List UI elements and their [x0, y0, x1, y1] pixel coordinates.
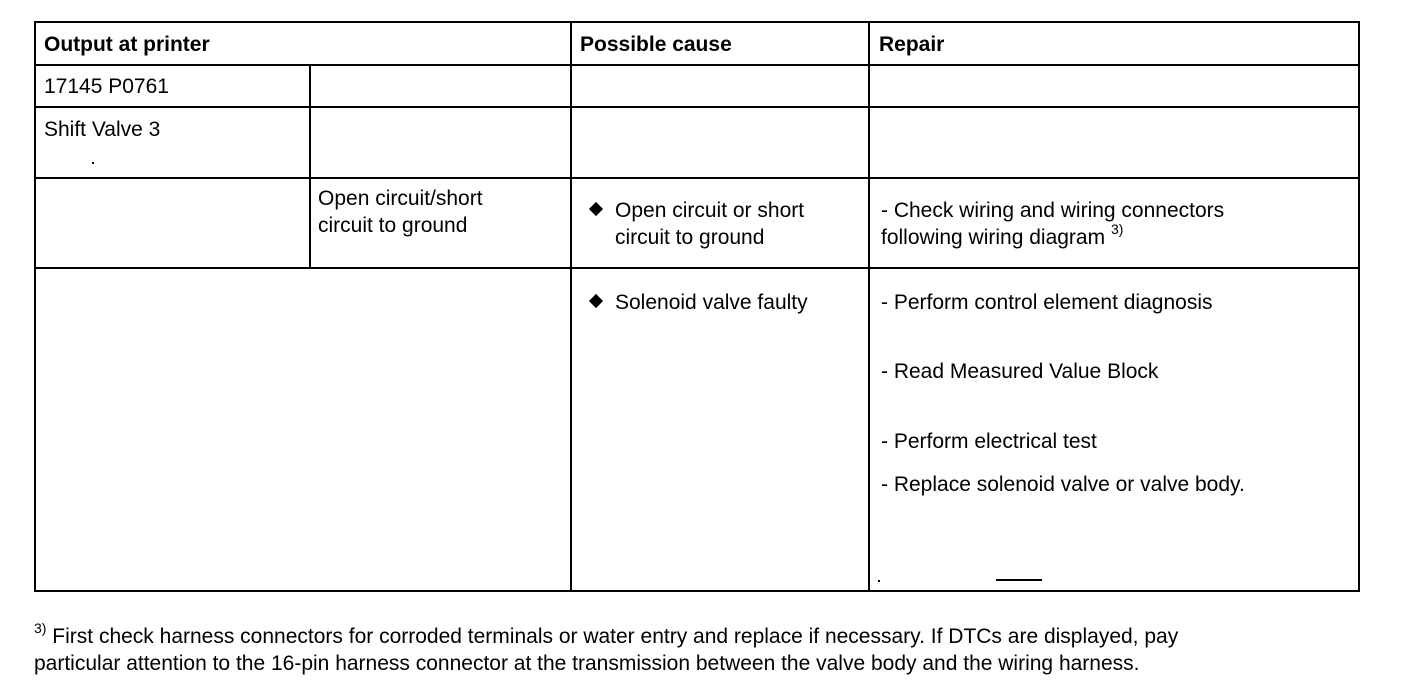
scan-speck: [878, 580, 880, 582]
cause-line1: Open circuit or short: [615, 199, 805, 222]
cause-solenoid-valve: [590, 289, 808, 316]
row-divider: [34, 64, 1360, 66]
cause-line2: circuit to ground: [615, 226, 765, 249]
header-output-at-printer: Output at printer: [44, 33, 210, 56]
repair-check-wiring-line2: [881, 221, 1224, 251]
component-name: Shift Valve 3: [44, 118, 161, 141]
footnote: [34, 620, 1179, 677]
repair-check-wiring: [881, 197, 1224, 251]
footnote-line1: [34, 620, 1179, 650]
footnote-reference: 3): [1110, 221, 1124, 237]
scan-underline: [996, 579, 1042, 581]
fault-code: 17145 P0761: [44, 75, 169, 98]
diamond-bullet-icon: [590, 295, 603, 308]
column-divider: [570, 21, 572, 592]
repair-step: - Perform electrical test: [881, 430, 1097, 453]
scan-speck: [92, 162, 94, 164]
header-possible-cause: Possible cause: [580, 33, 732, 56]
cause-open-circuit: [590, 197, 804, 251]
cause-solenoid-valve-text: Solenoid valve faulty: [615, 291, 808, 314]
fault-condition-line1: Open circuit/short: [318, 187, 483, 210]
fault-condition-line2: circuit to ground: [318, 214, 468, 237]
row-divider: [34, 267, 1360, 269]
repair-step: - Perform control element diagnosis: [881, 291, 1213, 314]
diamond-bullet-icon: [590, 203, 603, 216]
column-divider: [868, 21, 870, 592]
repair-step: - Read Measured Value Block: [881, 360, 1159, 383]
footnote-line2: particular attention to the 16-pin harness connector at the transmission between the valve body and the wiring harness.: [34, 652, 1140, 675]
footnote-marker: 3): [34, 620, 47, 636]
footnote-line1-text: First check harness connectors for corroded terminals or water entry and replace if necessary. If DTCs are displayed, pay: [46, 625, 1179, 648]
row-divider: [34, 177, 1360, 179]
cause-open-circuit-text: [615, 197, 804, 251]
row-divider: [34, 106, 1360, 108]
repair-check-wiring-line1: - Check wiring and wiring connectors: [881, 199, 1225, 222]
fault-condition: [318, 185, 483, 239]
repair-wiring-diagram-text: following wiring diagram: [881, 226, 1106, 249]
header-repair: Repair: [879, 33, 945, 56]
repair-step: - Replace solenoid valve or valve body.: [881, 473, 1245, 496]
column-divider: [309, 64, 311, 269]
